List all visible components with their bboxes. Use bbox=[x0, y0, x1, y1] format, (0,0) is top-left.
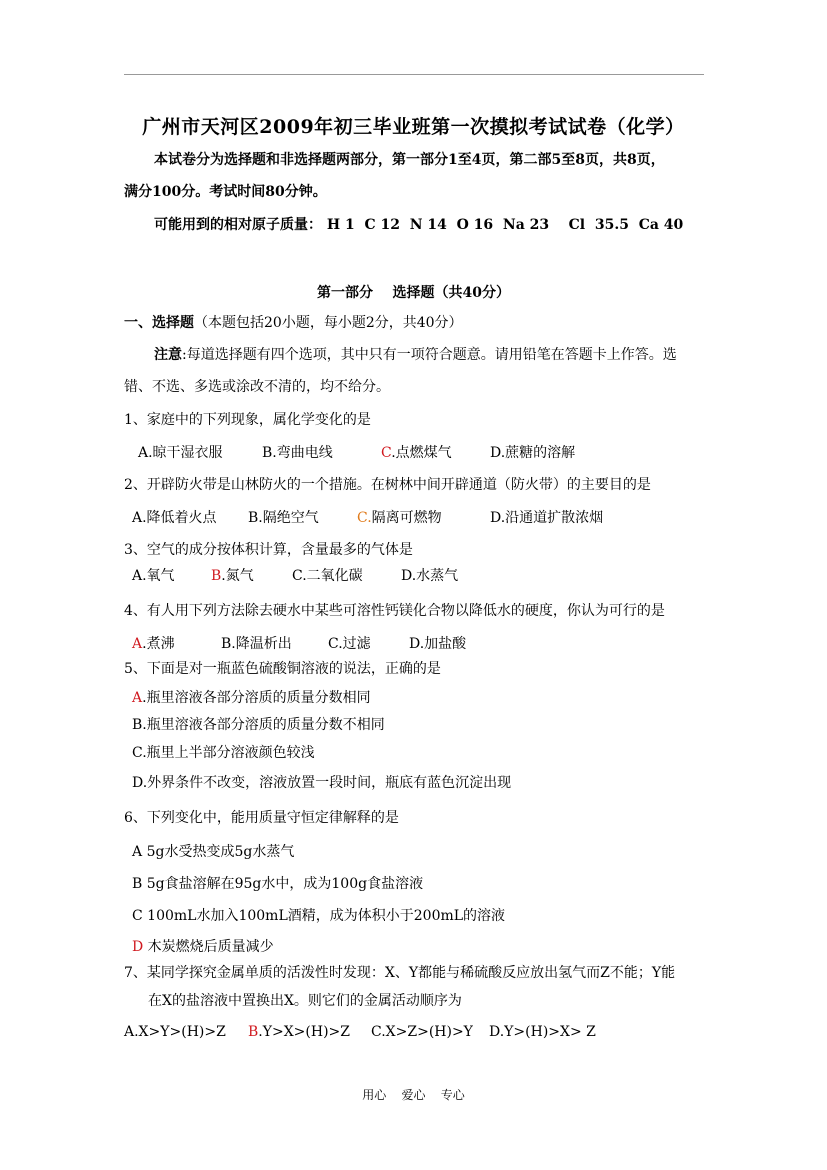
question-5-option-c: C.瓶里上半部分溶液颜色较浅 bbox=[132, 745, 315, 761]
question-5-stem: 5、下面是对一瓶蓝色硫酸铜溶液的说法，正确的是 bbox=[124, 661, 441, 677]
question-2-stem: 2、开辟防火带是山林防火的一个措施。在树林中间开辟通道（防火带）的主要目的是 bbox=[124, 477, 651, 493]
question-7-stem-line-1: 7、某同学探究金属单质的活泼性时发现：X、Y都能与稀硫酸反应放出氢气而Z不能；Y能 bbox=[124, 965, 676, 981]
question-1-option-d: D.蔗糖的溶解 bbox=[490, 445, 576, 461]
question-4-option-c: C.过滤 bbox=[328, 636, 371, 652]
part-desc: （本题包括20小题，每小题2分，共40分） bbox=[194, 315, 463, 331]
question-7-option-a: A.X>Y>(H)>Z bbox=[124, 1024, 226, 1040]
atomic-mass-line: 可能用到的相对原子质量： H 1 C 12 N 14 O 16 Na 23 Cl 35.5 Ca 40 bbox=[154, 217, 684, 233]
note-line-2: 错、不选、多选或涂改不清的，均不给分。 bbox=[124, 379, 390, 395]
question-5-option-d: D.外界条件不改变，溶液放置一段时间，瓶底有蓝色沉淀出现 bbox=[132, 775, 512, 791]
question-6-stem: 6、下列变化中，能用质量守恒定律解释的是 bbox=[124, 810, 399, 826]
intro-line-1: 本试卷分为选择题和非选择题两部分，第一部分1至4页，第二部5至8页，共8页， bbox=[154, 152, 665, 168]
question-6-option-b: B 5g食盐溶解在95g水中，成为100g食盐溶液 bbox=[132, 876, 424, 892]
question-1-option-a: A.晾干湿衣服 bbox=[138, 445, 223, 461]
question-7-option-b: B.Y>X>(H)>Z bbox=[248, 1024, 351, 1040]
exam-title: 广州市天河区2009年初三毕业班第一次摸拟考试试卷（化学） bbox=[142, 116, 685, 138]
question-6-option-c: C 100mL水加入100mL酒精，成为体积小于200mL的溶液 bbox=[132, 908, 506, 924]
question-7-stem-line-2: 在X的盐溶液中置换出X。则它们的金属活动顺序为 bbox=[148, 993, 462, 1009]
question-6-option-a: A 5g水受热变成5g水蒸气 bbox=[132, 844, 295, 860]
question-3-option-c: C.二氧化碳 bbox=[292, 568, 363, 584]
question-6-option-d: D 木炭燃烧后质量减少 bbox=[132, 939, 274, 955]
question-3-option-b: B.氮气 bbox=[211, 568, 254, 584]
note-line-1: 注意:每道选择题有四个选项，其中只有一项符合题意。请用铅笔在答题卡上作答。选 bbox=[154, 347, 677, 363]
question-3-option-a: A.氧气 bbox=[132, 568, 175, 584]
part-heading bbox=[124, 316, 463, 330]
question-2-option-c: C.隔离可燃物 bbox=[357, 510, 442, 526]
question-1-stem: 1、家庭中的下列现象，属化学变化的是 bbox=[124, 412, 371, 428]
question-1-option-c: C.点燃煤气 bbox=[381, 445, 452, 461]
question-2-option-d: D.沿通道扩散浓烟 bbox=[490, 510, 604, 526]
section-title: 第一部分 选择题（共40分） bbox=[317, 285, 510, 301]
question-2-option-a: A.降低着火点 bbox=[132, 510, 217, 526]
question-4-stem: 4、有人用下列方法除去硬水中某些可溶性钙镁化合物以降低水的硬度，你认为可行的是 bbox=[124, 603, 665, 619]
question-5-option-b: B.瓶里溶液各部分溶质的质量分数不相同 bbox=[132, 717, 385, 733]
header-rule bbox=[124, 74, 704, 75]
question-3-stem: 3、空气的成分按体积计算，含量最多的气体是 bbox=[124, 542, 413, 558]
question-5-option-a: A.瓶里溶液各部分溶质的质量分数相同 bbox=[132, 690, 371, 706]
intro-line-2: 满分100分。考试时间80分钟。 bbox=[124, 184, 327, 200]
question-7-option-d: D.Y>(H)>X> Z bbox=[489, 1024, 596, 1040]
question-4-option-a: A.煮沸 bbox=[132, 636, 175, 652]
question-4-option-d: D.加盐酸 bbox=[409, 636, 467, 652]
page-footer: 用心 爱心 专心 bbox=[362, 1088, 465, 1102]
question-7-option-c: C.X>Z>(H)>Y bbox=[371, 1024, 473, 1040]
part-label: 一、选择题 bbox=[124, 315, 194, 331]
question-4-option-b: B.降温析出 bbox=[221, 636, 292, 652]
note-label: 注意 bbox=[154, 347, 182, 363]
question-1-option-b: B.弯曲电线 bbox=[262, 445, 333, 461]
question-3-option-d: D.水蒸气 bbox=[401, 568, 459, 584]
question-2-option-b: B.隔绝空气 bbox=[248, 510, 319, 526]
